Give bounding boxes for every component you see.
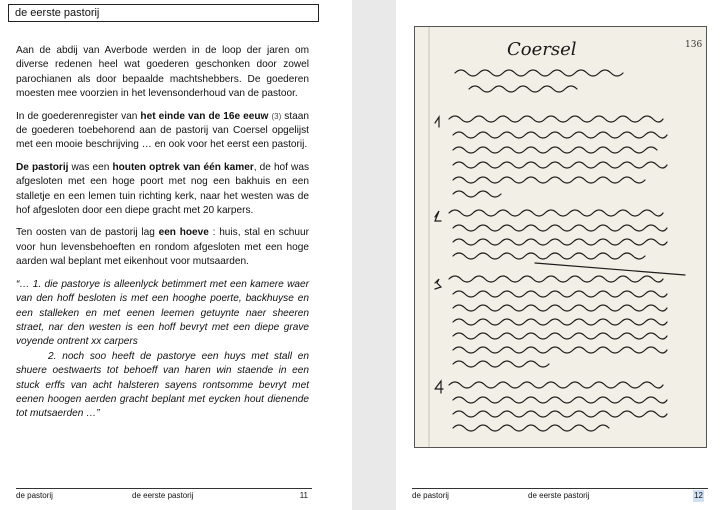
footer-chapter: de eerste pastorij [528, 491, 590, 500]
footer-section: de pastorij [16, 491, 53, 500]
left-page-footer [16, 488, 312, 505]
right-page-footer [412, 488, 708, 505]
page-text [16, 44, 309, 422]
folio-number: 136 [685, 40, 703, 50]
footer-page-number: 12 [694, 491, 703, 500]
paragraph-abbey: Aan de abdij van Averbode werden in de loop der jaren om diverse redenen heel wat goederen geschonken door zowel parochianen als door bepaalde machtshebbers. De goederen moesten mee voorzien in het levensonderhoud van de pastoor. [16, 45, 309, 100]
paragraph-hoeve: Ten oosten van de pastorij lag een hoeve : huis, stal en schuur voor hun levensbehoeften en rondom afgesloten met een hoge aarden wal beplant met eikenhout voor mutsaarden. [16, 227, 309, 268]
footer-section: de pastorij [412, 491, 449, 500]
quote-item-1: “… 1. die pastorye is alleenlyck betimmert met een kamere waer van den hoff besloten is met een hooghe poerte, backhuyse en een stalleken en met eenen leemen getuynte naer sheeren straet, nar den westen is een hoff bevryt met een diepe grave voyende ontrent xx carpers [16, 278, 309, 348]
paragraph-pastorij: De pastorij was een houten optrek van één kamer, de hof was afgesloten met een hoge poort met nog een bakhuis en een stalletje en een lemen tuin richting kerk, naar het westen was de hof afgesloten door een diepe gracht met 20 karpers. [16, 161, 309, 217]
footnote-ref[interactable]: (3) [271, 111, 282, 121]
quote-item-2: 2. noch soo heeft de pastorye een huys met stall en shuere oestwaerts tot behoeff van haren win staende in een stuck erffs van acht halsteren sayens rontsomme bevryt met eenen hoogen aerden gracht beplant met eycken hout dienende tot mutsaerden …” [16, 350, 309, 420]
bold-period: het einde van de 16e eeuw [140, 110, 269, 122]
footer-chapter: de eerste pastorij [132, 491, 194, 500]
right-page [396, 0, 720, 510]
left-page [0, 0, 352, 510]
page-gutter [352, 0, 396, 510]
manuscript-heading: Coersel [507, 39, 577, 60]
footer-page-number: 11 [299, 491, 308, 500]
manuscript-scan-image [414, 26, 707, 448]
paragraph-register: In de goederenregister van het einde van de 16e eeuw (3) staan de goederen toebehorend aan de pastorij van Coersel opgelijst met een mooie beschrijving … en ook voor het eerst een pastorij. [16, 110, 309, 151]
page-header-title: de eerste pastorij [8, 4, 319, 22]
